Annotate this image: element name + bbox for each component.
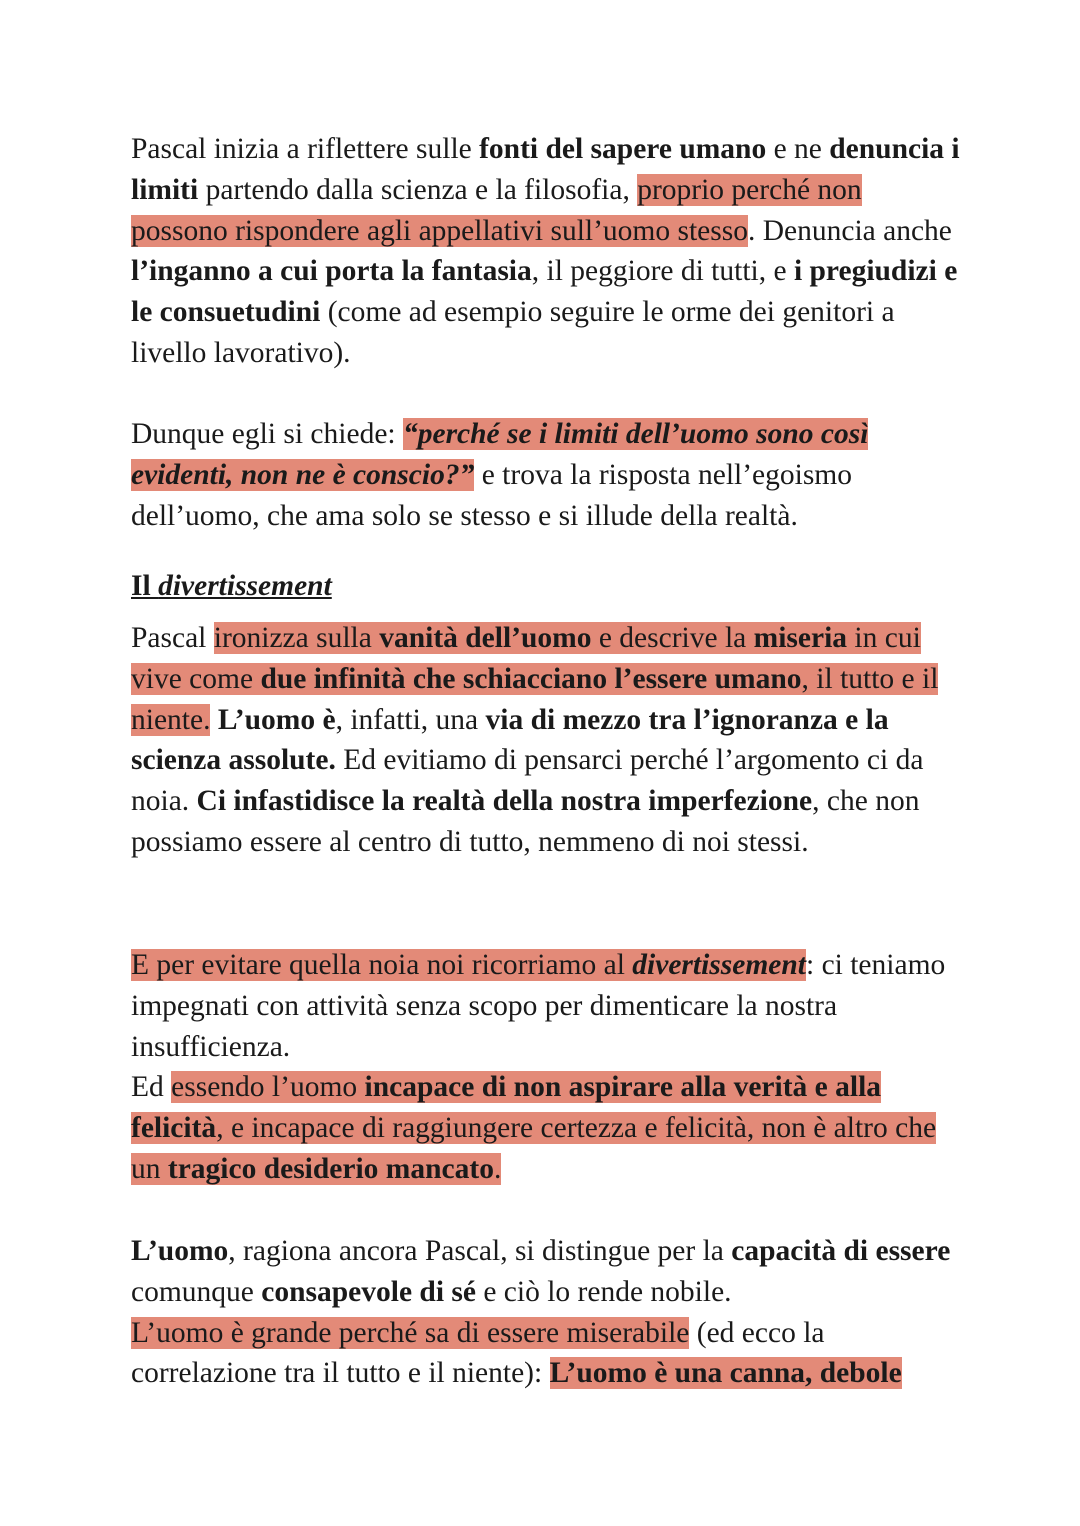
paragraph-consapevolezza <box>131 1231 961 1394</box>
bold-italic-text: divertissement <box>632 949 806 981</box>
bold-text: vanità dell’uomo <box>379 622 592 654</box>
text: . <box>493 1152 502 1185</box>
bold-text: due infinità che schiacciano l’essere umano <box>260 662 802 695</box>
quote-text: “perché se i limiti dell’uomo sono così evidenti, non ne è conscio?” <box>131 418 869 491</box>
paragraph-domanda <box>131 414 961 536</box>
text: . Denuncia anche <box>747 214 952 247</box>
heading-italic: divertissement <box>158 570 332 602</box>
text: , e incapace di raggiungere certezza e felicità, non è altro che un <box>131 1112 937 1185</box>
paragraph-divertissement <box>131 945 961 1190</box>
highlighted-text: proprio perché non possono rispondere agli appellativi sull’uomo stesso <box>131 173 862 247</box>
heading-prefix: Il <box>131 570 159 602</box>
section-heading <box>131 566 332 607</box>
text: essendo l’uomo <box>171 1071 365 1104</box>
bold-text: L’uomo è <box>217 703 336 736</box>
text: e ne <box>766 133 830 165</box>
bold-text: denuncia i limiti <box>131 133 960 206</box>
text: ironizza sulla <box>213 622 380 654</box>
highlighted-bold-text <box>550 1357 902 1389</box>
text: in cui vive come <box>131 622 921 695</box>
highlighted-text <box>131 949 806 981</box>
paragraph-fonti-sapere <box>131 129 961 374</box>
bold-text: L’uomo <box>131 1235 229 1267</box>
bold-text: via di mezzo tra l’ignoranza e la scienza assolute. <box>131 703 889 777</box>
bold-text: capacità di essere <box>731 1235 951 1267</box>
highlighted-block <box>131 1071 936 1185</box>
highlighted-text: L’uomo è grande perché sa di essere miserabile <box>131 1316 690 1349</box>
text: Pascal <box>131 622 214 654</box>
text: : ci teniamo impegnati con attività senza scopo per dimenticare la nostra insufficienza. <box>131 949 946 1063</box>
bold-text: consapevole di sé <box>261 1275 476 1308</box>
text: , che non possiamo essere al centro di tutto, nemmeno di noi stessi. <box>131 785 920 858</box>
bold-text: L’uomo è una canna, debole <box>549 1357 902 1390</box>
text: , il peggiore di tutti, e <box>531 255 794 288</box>
bold-text: Ci infastidisce la realtà della nostra imperfezione <box>196 785 813 818</box>
text: (come ad esempio seguire le orme dei genitori a livello lavorativo). <box>131 296 895 369</box>
text: (ed ecco la correlazione tra il tutto e il niente): <box>131 1316 825 1390</box>
text: Dunque egli si chiede: <box>131 418 403 450</box>
paragraph-vanita <box>131 618 961 863</box>
text: Ed evitiamo di pensarci perché l’argomento ci da noia. <box>131 744 924 818</box>
text: , il tutto e il niente. <box>131 662 939 736</box>
text: , infatti, una <box>335 703 486 736</box>
text: , ragiona ancora Pascal, si distingue per la <box>228 1235 732 1267</box>
text: partendo dalla scienza e la filosofia, <box>198 173 638 206</box>
text: comunque <box>131 1275 262 1308</box>
text: Pascal inizia a riflettere sulle <box>131 133 480 165</box>
text: Ed <box>131 1071 172 1104</box>
text: e descrive la <box>591 622 754 654</box>
text: e trova la risposta nell’egoismo dell’uomo, che ama solo se stesso e si illude della realtà. <box>131 458 852 532</box>
text: E per evitare quella noia noi ricorriamo al <box>131 949 633 981</box>
bold-text: incapace di non aspirare alla verità e alla felicità <box>131 1071 882 1145</box>
text: e ciò lo rende nobile. <box>475 1275 732 1308</box>
bold-text: l’inganno a cui porta la fantasia <box>131 255 532 288</box>
text <box>210 704 217 736</box>
bold-text: fonti del sapere umano <box>479 133 767 165</box>
bold-text: miseria <box>753 622 848 654</box>
bold-text: i pregiudizi e le consuetudini <box>131 255 958 329</box>
bold-text: tragico desiderio mancato <box>167 1152 494 1185</box>
